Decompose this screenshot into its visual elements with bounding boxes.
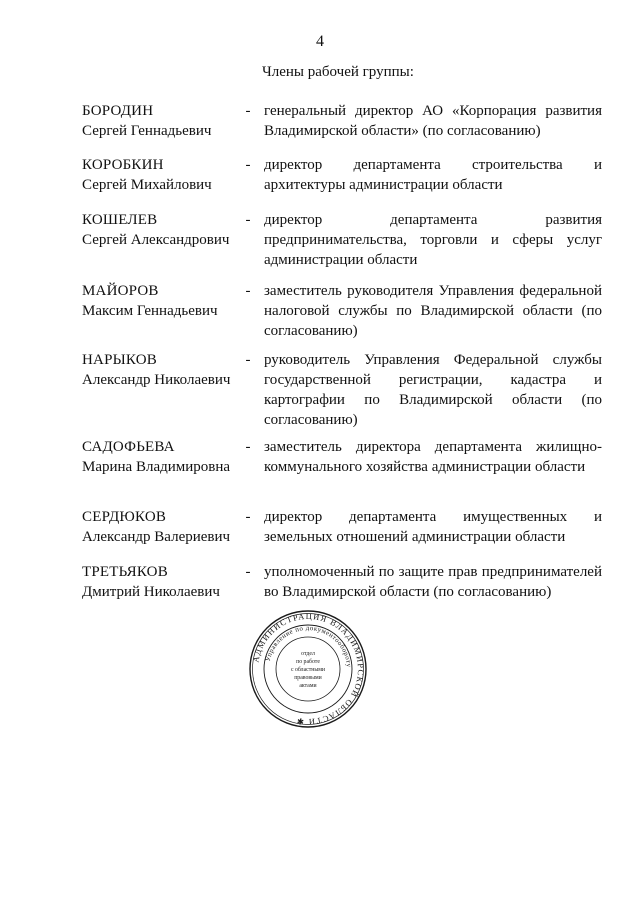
member-given-name: Сергей Михайлович (82, 177, 212, 193)
member-name (82, 437, 242, 477)
svg-text:отдел: отдел (301, 651, 315, 657)
svg-text:актами: актами (299, 683, 317, 689)
page-number: 4 (316, 33, 324, 50)
member-surname: КОРОБКИН (82, 157, 164, 173)
member-surname: КОШЕЛЕВ (82, 212, 158, 228)
member-surname: НАРЫКОВ (82, 352, 157, 368)
member-given-name: Сергей Александрович (82, 232, 230, 248)
member-role: заместитель руководителя Управления федеральной налоговой службы по Владимирской области (по согласованию) (264, 283, 602, 339)
member-given-name: Дмитрий Николаевич (82, 584, 220, 600)
member-surname: ТРЕТЬЯКОВ (82, 564, 168, 580)
member-role: руководитель Управления Федеральной службы государственной регистрации, кадастра и картографии по Владимирской области (по согласованию) (264, 352, 602, 428)
member-surname: БОРОДИН (82, 103, 154, 119)
member-role: генеральный директор АО «Корпорация развития Владимирской области» (по согласованию) (264, 103, 602, 139)
member-name (82, 101, 242, 141)
separator-dash: - (245, 509, 251, 525)
svg-text:с областными: с областными (290, 667, 326, 673)
member-name (82, 210, 242, 250)
svg-text:АДМИНИСТРАЦИЯ ВЛАДИМИРСКОЙ ОБЛ: АДМИНИСТРАЦИЯ ВЛАДИМИРСКОЙ ОБЛАСТИ ✱ (251, 611, 366, 727)
list-heading: Члены рабочей группы: (262, 64, 414, 80)
member-name (82, 281, 242, 321)
separator-dash: - (245, 352, 251, 368)
svg-text:Управление по документообороту: Управление по документообороту (264, 624, 353, 668)
member-role: уполномоченный по защите прав предпринимателей во Владимирской области (по согласованию) (264, 564, 602, 600)
separator-dash: - (245, 212, 251, 228)
member-name (82, 562, 242, 602)
member-role: заместитель директора департамента жилищно-коммунального хозяйства администрации области (264, 439, 602, 475)
official-stamp (248, 609, 368, 729)
member-name (82, 507, 242, 547)
separator-dash: - (245, 439, 251, 455)
svg-text:по работе: по работе (296, 659, 320, 665)
member-given-name: Максим Геннадьевич (82, 303, 218, 319)
member-given-name: Марина Владимировна (82, 459, 231, 475)
member-surname: МАЙОРОВ (82, 283, 159, 299)
member-name (82, 350, 242, 390)
separator-dash: - (245, 283, 251, 299)
separator-dash: - (245, 103, 251, 119)
separator-dash: - (245, 564, 251, 580)
svg-text:правовыми: правовыми (294, 675, 322, 681)
member-surname: САДОФЬЕВА (82, 439, 175, 455)
separator-dash: - (245, 157, 251, 173)
member-name (82, 155, 242, 195)
member-surname: СЕРДЮКОВ (82, 509, 167, 525)
member-role: директор департамента развития предпринимательства, торговли и сферы услуг администрации области (264, 212, 602, 268)
member-given-name: Александр Валериевич (82, 529, 231, 545)
member-role: директор департамента строительства и архитектуры администрации области (264, 157, 602, 193)
member-given-name: Александр Николаевич (82, 372, 231, 388)
member-role: директор департамента имущественных и земельных отношений администрации области (264, 509, 602, 545)
member-given-name: Сергей Геннадьевич (82, 123, 212, 139)
